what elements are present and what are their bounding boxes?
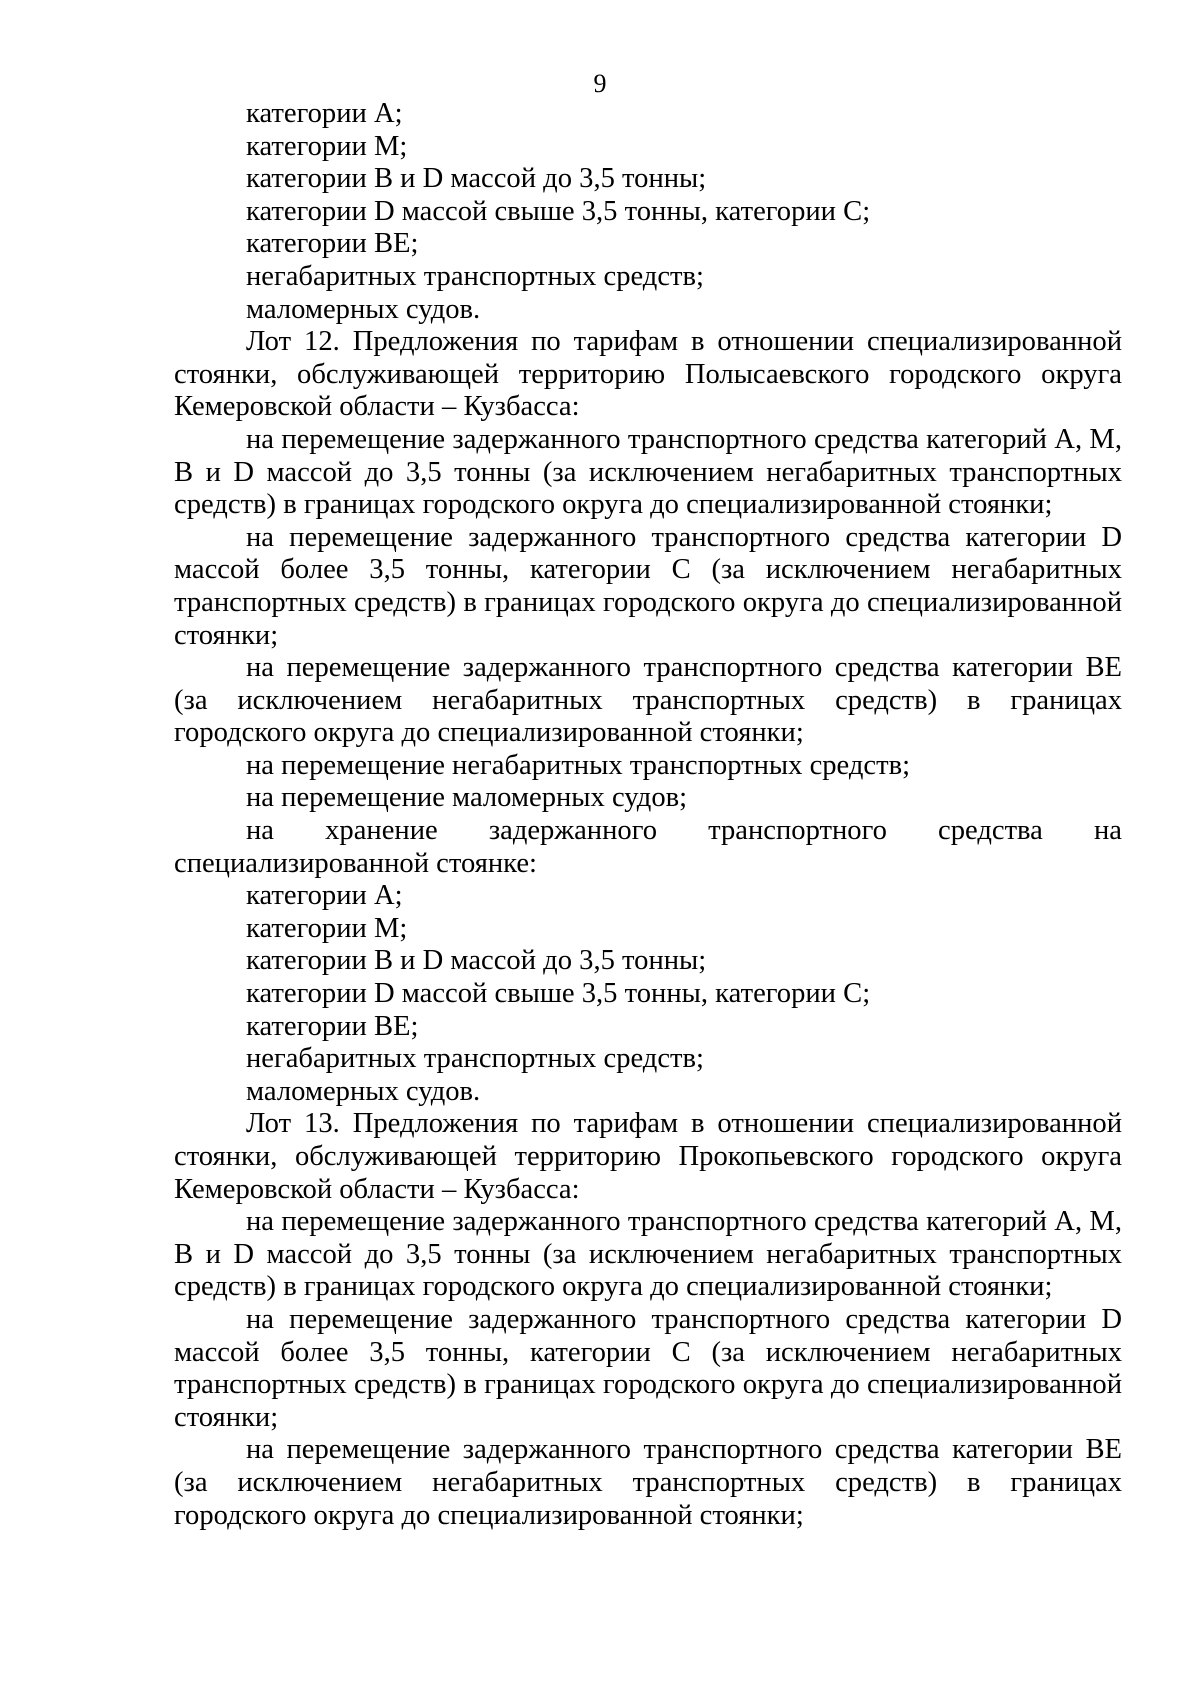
paragraph: Лот 12. Предложения по тарифам в отношении специализированной стоянки, обслуживающей территорию Полысаевского городского округа Кемеровской области – Кузбасса: xyxy=(174,326,1122,423)
paragraph: категории В и D массой до 3,5 тонны; xyxy=(246,163,707,195)
page-number: 9 xyxy=(593,69,607,98)
paragraph: категории В и D массой до 3,5 тонны; xyxy=(246,945,707,977)
paragraph: категории А; xyxy=(246,98,403,129)
paragraph: на перемещение маломерных судов; xyxy=(246,782,688,814)
paragraph: категории ВЕ; xyxy=(246,1010,419,1042)
paragraph: Лот 13. Предложения по тарифам в отношении специализированной стоянки, обслуживающей территорию Прокопьевского городского округа Кемеровской области – Кузбасса: xyxy=(174,1108,1122,1205)
paragraph: маломерных судов. xyxy=(246,293,481,325)
paragraph: на перемещение негабаритных транспортных средств; xyxy=(246,749,911,781)
paragraph: категории М; xyxy=(246,130,408,162)
paragraph: на перемещение задержанного транспортного средства категории D массой более 3,5 тонны, категории С (за исключением негабаритных транспортных средств) в границах городского округа до специализированной стоянки; xyxy=(174,521,1122,651)
paragraph: негабаритных транспортных средств; xyxy=(246,1043,704,1075)
paragraph: категории D массой свыше 3,5 тонны, категории С; xyxy=(246,195,871,227)
paragraph: категории ВЕ; xyxy=(246,228,419,260)
paragraph: на перемещение задержанного транспортного средства категорий А, М, В и D массой до 3,5 тонны (за исключением негабаритных транспортных средств) в границах городского округа до специализированной стоянки; xyxy=(174,1206,1122,1303)
document-body xyxy=(174,98,1122,1532)
paragraph: категории М; xyxy=(246,912,408,944)
paragraph: на хранение задержанного транспортного средства на специализированной стоянке: xyxy=(174,815,1122,879)
paragraph: негабаритных транспортных средств; xyxy=(246,260,704,292)
paragraph: на перемещение задержанного транспортного средства категории D массой более 3,5 тонны, категории С (за исключением негабаритных транспортных средств) в границах городского округа до специализированной стоянки; xyxy=(174,1303,1122,1433)
paragraph: категории А; xyxy=(246,880,403,912)
paragraph: на перемещение задержанного транспортного средства категории ВЕ (за исключением негабаритных транспортных средств) в границах городского округа до специализированной стоянки; xyxy=(174,652,1122,749)
paragraph: на перемещение задержанного транспортного средства категории ВЕ (за исключением негабаритных транспортных средств) в границах городского округа до специализированной стоянки; xyxy=(174,1434,1122,1531)
paragraph: маломерных судов. xyxy=(246,1075,481,1107)
paragraph: на перемещение задержанного транспортного средства категорий А, М, В и D массой до 3,5 тонны (за исключением негабаритных транспортных средств) в границах городского округа до специализированной стоянки; xyxy=(174,423,1122,521)
paragraph: категории D массой свыше 3,5 тонны, категории С; xyxy=(246,978,871,1010)
